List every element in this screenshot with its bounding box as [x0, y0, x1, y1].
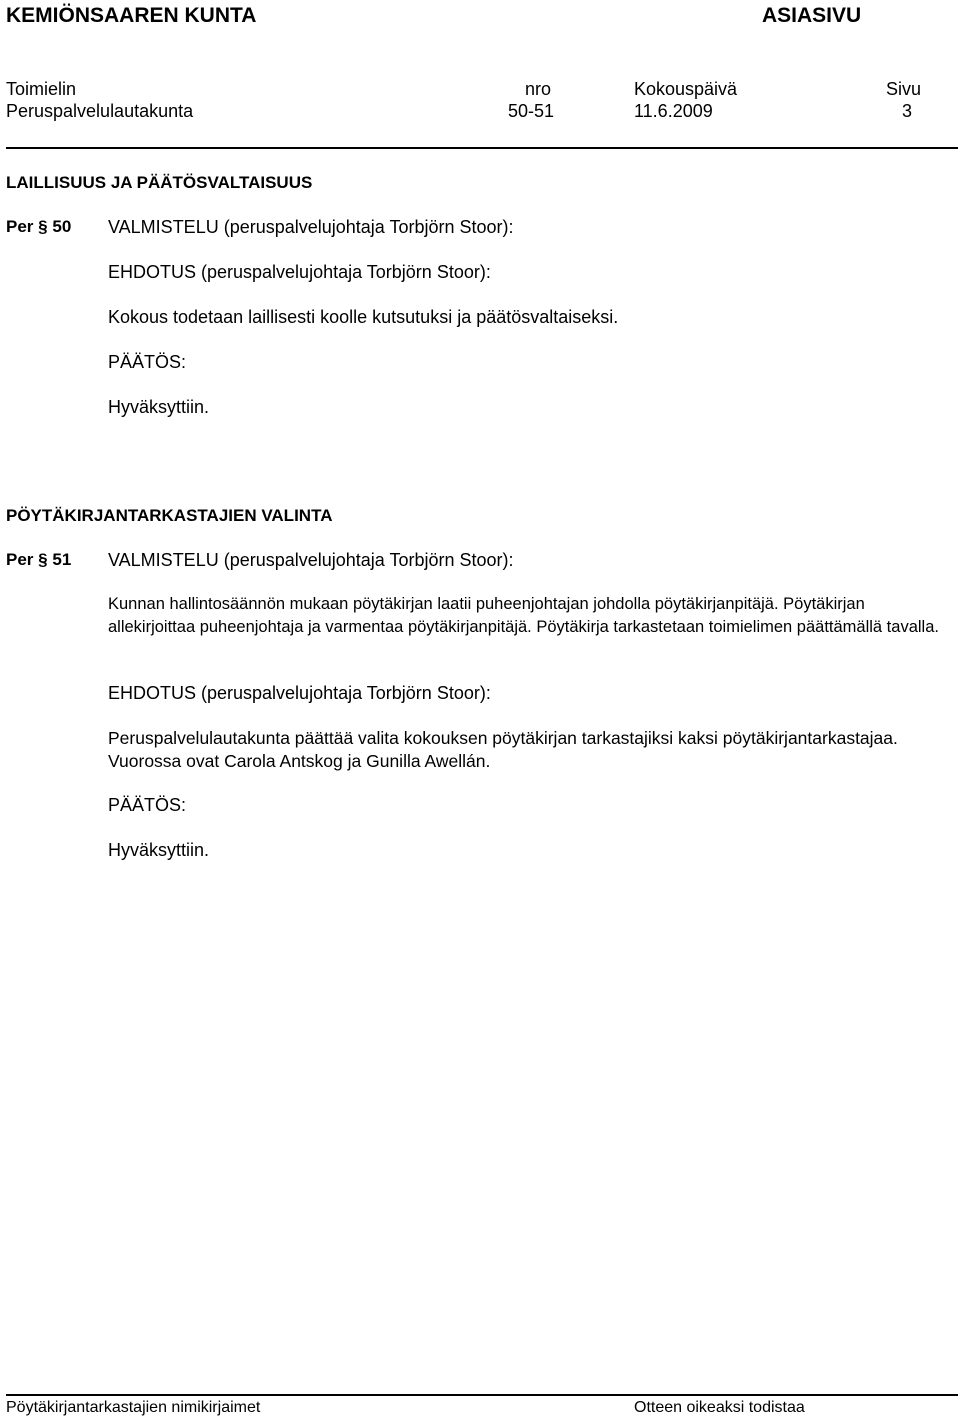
- body-label: Toimielin: [6, 79, 77, 99]
- meeting-date-value: 11.6.2009: [634, 101, 713, 121]
- section-number: [6, 550, 71, 570]
- preparation-label: VALMISTELU (peruspalvelujohtaja Torbjörn Stoor):: [108, 550, 514, 570]
- section-sign-icon: §: [38, 550, 48, 569]
- per-label: Per: [6, 550, 34, 569]
- per-number: 50: [52, 217, 72, 236]
- number-value: 50-51: [508, 101, 555, 121]
- page-label: Sivu: [886, 79, 922, 99]
- page-value: 3: [902, 101, 913, 121]
- decision-text: Hyväksyttiin.: [108, 397, 210, 417]
- header-divider: [6, 147, 958, 149]
- section-heading: LAILLISUUS JA PÄÄTÖSVALTAISUUS: [6, 173, 313, 192]
- proposal-text: Kokous todetaan laillisesti koolle kutsutuksi ja päätösvaltaiseksi.: [108, 307, 619, 327]
- proposal-label: EHDOTUS (peruspalvelujohtaja Torbjörn Stoor):: [108, 262, 491, 282]
- decision-text: Hyväksyttiin.: [108, 840, 210, 860]
- per-number: 51: [52, 550, 72, 569]
- document-type: ASIASIVU: [762, 4, 862, 27]
- preparation-label: VALMISTELU (peruspalvelujohtaja Torbjörn Stoor):: [108, 217, 514, 237]
- section-heading: PÖYTÄKIRJANTARKASTAJIEN VALINTA: [6, 506, 333, 525]
- section-number: [6, 217, 71, 237]
- proposal-text: Peruspalvelulautakunta päättää valita kokouksen pöytäkirjan tarkastajiksi kaksi pöytäkirjantarkastajaa. Vuorossa ovat Carola Antskog ja Gunilla Awellán.: [108, 728, 898, 771]
- certification-label: Otteen oikeaksi todistaa: [634, 1399, 805, 1416]
- municipality-name: KEMIÖNSAAREN KUNTA: [6, 4, 257, 27]
- number-label: nro: [525, 79, 552, 99]
- proposal-label: EHDOTUS (peruspalvelujohtaja Torbjörn Stoor):: [108, 683, 491, 703]
- footer-divider: [6, 1394, 958, 1396]
- preparation-text: Kunnan hallintosäännön mukaan pöytäkirjan laatii puheenjohtajan johdolla pöytäkirjanpitäjä. Pöytäkirjan allekirjoittaa puheenjohtaja ja varmentaa pöytäkirjanpitäjä. Pöytäkirja tarkastetaan toimielimen päättämällä tavalla.: [108, 595, 939, 636]
- body-value: Peruspalvelulautakunta: [6, 101, 194, 121]
- initials-label: Pöytäkirjantarkastajien nimikirjaimet: [6, 1399, 261, 1416]
- section-sign-icon: §: [38, 217, 48, 236]
- decision-label: PÄÄTÖS:: [108, 795, 187, 815]
- meeting-date-label: Kokouspäivä: [634, 79, 738, 99]
- per-label: Per: [6, 217, 34, 236]
- decision-label: PÄÄTÖS:: [108, 352, 187, 372]
